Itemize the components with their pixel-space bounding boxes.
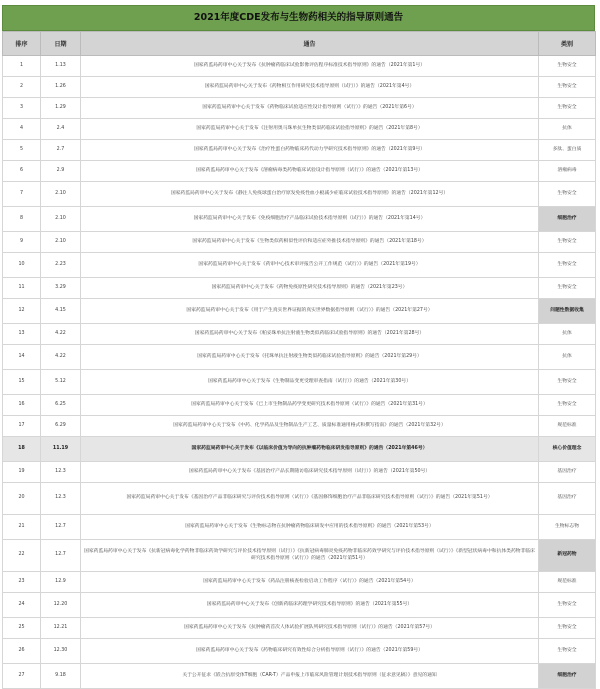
row-date: 12.3 — [41, 462, 81, 483]
row-category: 细胞治疗 — [539, 207, 596, 232]
row-date: 3.29 — [41, 278, 81, 299]
row-category: 核心价值理念 — [539, 437, 596, 462]
row-notice: 国家药监局药审中心关于发布《抗肿瘤药临床试验影像评估程序标准技术指导原则》的通告（2021年第1号） — [81, 56, 539, 77]
row-date: 6.25 — [41, 395, 81, 416]
row-notice: 国家药监局药审中心关于发布《药物免疫原性研究技术指导原则》的通告（2021年第23号） — [81, 278, 539, 299]
table-row — [3, 462, 596, 483]
table-row — [3, 77, 596, 98]
row-index: 26 — [3, 639, 41, 664]
table-row — [3, 140, 596, 161]
row-category: 生物安全 — [539, 618, 596, 639]
row-index: 3 — [3, 98, 41, 119]
header-notice: 通告 — [81, 32, 539, 56]
header-date: 日期 — [41, 32, 81, 56]
table-row — [3, 572, 596, 593]
row-date: 12.20 — [41, 593, 81, 618]
notice-table — [2, 31, 596, 689]
row-notice: 国家药监局药审中心关于发布《静注人免疫球蛋白治疗原发免疫性血小板减少症临床试验技术指导原则》的通告（2021年第12号） — [81, 182, 539, 207]
row-notice: 国家药监局药审中心关于发布《中药、化学药品及生物制品生产工艺、质量标准通用格式和撰写指南》的通告（2021年第32号） — [81, 416, 539, 437]
row-category: 生物安全 — [539, 253, 596, 278]
row-category: 生物安全 — [539, 278, 596, 299]
row-notice: 国家药监局药审中心关于发布《溶瘤病毒类药物临床试验设计指导原则（试行）》的通告（2021年第13号） — [81, 161, 539, 182]
row-category: 生物安全 — [539, 370, 596, 395]
row-notice: 国家药监局药审中心关于发布《抗新冠病毒化学药物非临床药效学研究与评价技术指导原则（试行）》《抗新冠病毒肺炎免疫药物非临床药效学研究与评价技术指导原则（试行）》《新型冠状病毒中和抗体类药物非临床研究技术指导原则（试行）》的通告（2021年第51号） — [81, 540, 539, 572]
row-date: 12.9 — [41, 572, 81, 593]
row-date: 4.22 — [41, 324, 81, 345]
row-category: 规范标准 — [539, 416, 596, 437]
table-title: 2021年度CDE发布与生物药相关的指导原则通告 — [2, 5, 595, 31]
row-index: 13 — [3, 324, 41, 345]
row-index: 6 — [3, 161, 41, 182]
row-notice: 国家药监局药审中心关于发布《基因治疗产品非临床研究与评价技术指导原则（试行）》《基因修饰细胞治疗产品非临床研究技术指导原则（试行）》的通告（2021年第51号） — [81, 483, 539, 515]
row-category: 新冠药物 — [539, 540, 596, 572]
row-category: 抗体 — [539, 119, 596, 140]
row-notice: 国家药监局药审中心关于发布《创新药临床药理学研究技术指导原则》的通告（2021年第55号） — [81, 593, 539, 618]
row-index: 10 — [3, 253, 41, 278]
row-category: 生物安全 — [539, 232, 596, 253]
table-row — [3, 370, 596, 395]
header-category: 类别 — [539, 32, 596, 56]
row-date: 2.10 — [41, 232, 81, 253]
row-date: 1.29 — [41, 98, 81, 119]
row-index: 9 — [3, 232, 41, 253]
row-index: 11 — [3, 278, 41, 299]
row-date: 12.30 — [41, 639, 81, 664]
table-row — [3, 232, 596, 253]
row-index: 16 — [3, 395, 41, 416]
row-notice: 国家药监局药审中心关于发布《托珠单抗注射液生物类似药临床试验指导原则》的通告（2021年第29号） — [81, 345, 539, 370]
row-index: 17 — [3, 416, 41, 437]
row-date: 2.4 — [41, 119, 81, 140]
table-row — [3, 618, 596, 639]
row-index: 2 — [3, 77, 41, 98]
table-body — [3, 56, 596, 689]
row-date: 4.22 — [41, 345, 81, 370]
row-index: 19 — [3, 462, 41, 483]
row-notice: 国家药监局药审中心关于发布《药物临床研究有效性综合分析指导原则（试行）》的通告（2021年第59号） — [81, 639, 539, 664]
row-notice: 国家药监局药审中心关于发布《注射用奥马珠单抗生物类似药临床试验指导原则》的通告（2021年第8号） — [81, 119, 539, 140]
row-notice: 国家药监局药审中心关于发布《用于产生真实世界证据的真实世界数据指导原则（试行）》的通告（2021年第27号） — [81, 299, 539, 324]
row-index: 24 — [3, 593, 41, 618]
row-category: 抗体 — [539, 324, 596, 345]
row-date: 12.7 — [41, 540, 81, 572]
row-date: 2.10 — [41, 207, 81, 232]
row-date: 1.13 — [41, 56, 81, 77]
table-row — [3, 278, 596, 299]
table-row — [3, 56, 596, 77]
row-index: 21 — [3, 515, 41, 540]
row-notice: 国家药监局药审中心关于发布《药品注册核查检验启动工作程序（试行）》的通告（2021年第54号） — [81, 572, 539, 593]
table-row — [3, 182, 596, 207]
row-index: 1 — [3, 56, 41, 77]
notice-table-sheet — [2, 5, 595, 689]
row-date: 9.18 — [41, 664, 81, 689]
table-row — [3, 98, 596, 119]
row-notice: 国家药监局药审中心关于发布《免疫细胞治疗产品临床试验技术指导原则（试行）》的通告（2021年第14号） — [81, 207, 539, 232]
row-category: 抗体 — [539, 345, 596, 370]
row-index: 23 — [3, 572, 41, 593]
row-category: 规范标准 — [539, 572, 596, 593]
row-category: 溶瘤病毒 — [539, 161, 596, 182]
row-date: 2.9 — [41, 161, 81, 182]
table-row — [3, 299, 596, 324]
row-notice: 国家药监局药审中心关于发布《药物相互作用研究技术指导原则（试行）》的通告（2021年第4号） — [81, 77, 539, 98]
row-index: 12 — [3, 299, 41, 324]
row-category: 细胞治疗 — [539, 664, 596, 689]
row-notice: 国家药监局药审中心关于发布《已上市生物制品药学变更研究技术指导原则（试行）》的通告（2021年第31号） — [81, 395, 539, 416]
row-index: 7 — [3, 182, 41, 207]
row-notice: 国家药监局药审中心关于发布《药物临床试验适应性设计指导原则（试行）》的通告（2021年第6号） — [81, 98, 539, 119]
table-row — [3, 119, 596, 140]
row-index: 14 — [3, 345, 41, 370]
table-row — [3, 395, 596, 416]
row-date: 12.21 — [41, 618, 81, 639]
table-row — [3, 345, 596, 370]
row-index: 20 — [3, 483, 41, 515]
table-row — [3, 593, 596, 618]
table-row — [3, 253, 596, 278]
row-notice: 国家药监局药审中心关于发布《以临床价值为导向的抗肿瘤药物临床研发指导原则》的通告（2021年第46号） — [81, 437, 539, 462]
table-row — [3, 483, 596, 515]
row-index: 5 — [3, 140, 41, 161]
row-index: 25 — [3, 618, 41, 639]
row-index: 18 — [3, 437, 41, 462]
row-category: 生物标志物 — [539, 515, 596, 540]
row-notice: 国家药监局药审中心关于发布《基因治疗产品长期随访临床研究技术指导原则（试行）》的通告（2021年第50号） — [81, 462, 539, 483]
table-row — [3, 416, 596, 437]
row-category: 基因治疗 — [539, 462, 596, 483]
row-index: 15 — [3, 370, 41, 395]
row-index: 8 — [3, 207, 41, 232]
row-date: 2.10 — [41, 182, 81, 207]
row-date: 6.29 — [41, 416, 81, 437]
row-notice: 国家药监局药审中心关于发布《帕妥珠单抗注射液生物类似药临床试验指导原则》的通告（2021年第28号） — [81, 324, 539, 345]
row-notice: 国家药监局药审中心关于发布《生物类似药相似性评价和适应症外推技术指导原则》的通告（2021年第18号） — [81, 232, 539, 253]
row-date: 11.19 — [41, 437, 81, 462]
row-category: 生物安全 — [539, 639, 596, 664]
table-header-row — [3, 32, 596, 56]
row-category: 问题性数据收集 — [539, 299, 596, 324]
row-date: 4.15 — [41, 299, 81, 324]
row-category: 生物安全 — [539, 56, 596, 77]
row-notice: 国家药监局药审中心关于发布《生物标志物在抗肿瘤药物临床研发中应用的技术指导原则》的通告（2021年第53号） — [81, 515, 539, 540]
row-category: 生物安全 — [539, 182, 596, 207]
table-row — [3, 540, 596, 572]
row-category: 生物安全 — [539, 98, 596, 119]
table-row — [3, 207, 596, 232]
row-category: 生物安全 — [539, 593, 596, 618]
row-notice: 国家药监局药审中心关于发布《生物制品变更受理审查指南（试行）》的通告（2021年第30号） — [81, 370, 539, 395]
row-index: 27 — [3, 664, 41, 689]
row-date: 2.7 — [41, 140, 81, 161]
row-date: 1.26 — [41, 77, 81, 98]
row-notice: 国家药监局药审中心关于发布《治疗性蛋白药物临床药代动力学研究技术指导原则》的通告（2021年第9号） — [81, 140, 539, 161]
row-index: 4 — [3, 119, 41, 140]
table-row — [3, 515, 596, 540]
row-notice: 国家药监局药审中心关于发布《药审中心技术审评报告公开工作规范（试行）》的通告（2021年第19号） — [81, 253, 539, 278]
row-date: 12.3 — [41, 483, 81, 515]
table-row — [3, 639, 596, 664]
table-row — [3, 161, 596, 182]
row-notice: 国家药监局药审中心关于发布《抗肿瘤药首次人体试验扩展队列研究技术指导原则（试行）》的通告（2021年第57号） — [81, 618, 539, 639]
row-category: 生物安全 — [539, 395, 596, 416]
row-category: 多肽、蛋白质 — [539, 140, 596, 161]
table-row — [3, 324, 596, 345]
row-index: 22 — [3, 540, 41, 572]
table-row — [3, 664, 596, 689]
row-category: 生物安全 — [539, 77, 596, 98]
row-date: 12.7 — [41, 515, 81, 540]
table-row — [3, 437, 596, 462]
row-date: 2.23 — [41, 253, 81, 278]
header-index: 排序 — [3, 32, 41, 56]
row-category: 基因治疗 — [539, 483, 596, 515]
row-date: 5.12 — [41, 370, 81, 395]
row-notice: 关于公开征求《嵌合抗原受体T细胞（CAR-T）产品申报上市临床风险管理计划技术指导原则（征求意见稿）》意见的通知 — [81, 664, 539, 689]
